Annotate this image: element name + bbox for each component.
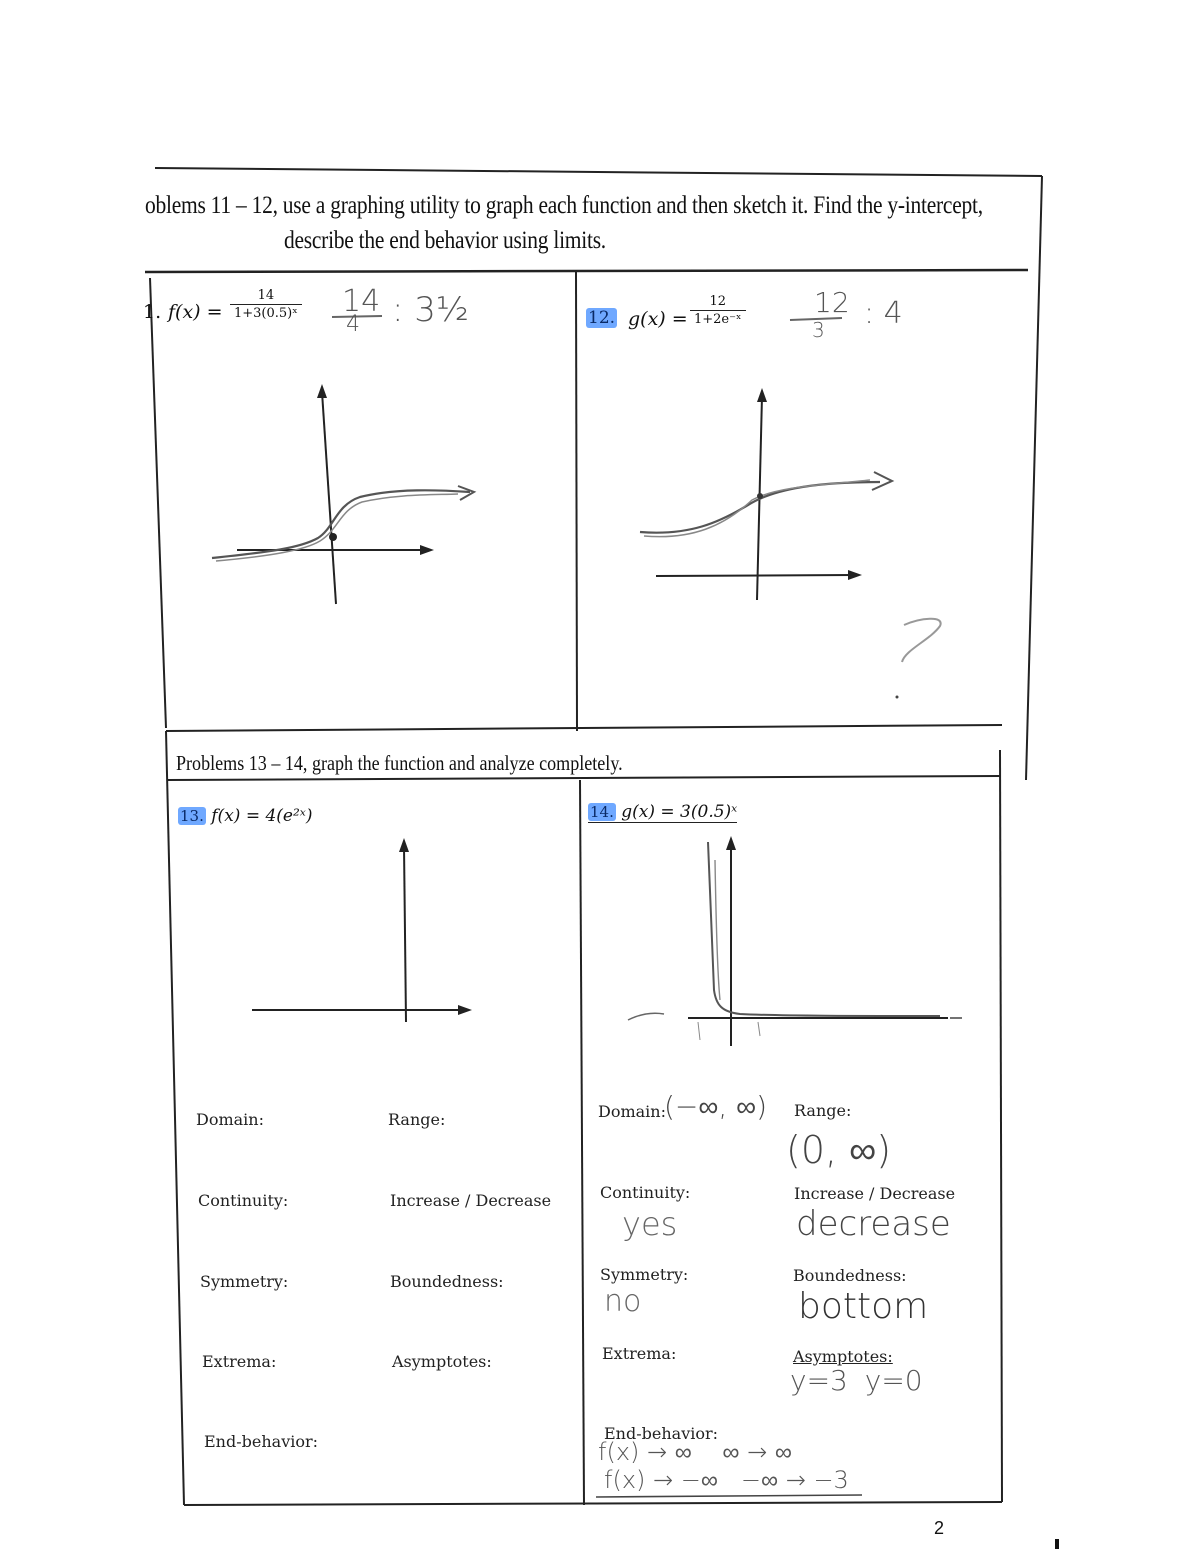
p13-range-label: Range: bbox=[388, 1110, 446, 1129]
p14-range-answer: (0, ∞) bbox=[786, 1128, 892, 1172]
p14-header bbox=[588, 802, 737, 823]
p14-domain-label: Domain: bbox=[598, 1102, 666, 1121]
p11-number: 1. bbox=[143, 301, 162, 323]
p14-range-label: Range: bbox=[794, 1101, 852, 1120]
p14-increase-decrease-answer: decrease bbox=[796, 1204, 951, 1244]
p11-lhs: f(x) = bbox=[168, 301, 223, 323]
p14-boundedness-answer: bottom bbox=[798, 1286, 929, 1327]
p12-number: 12. bbox=[588, 308, 616, 328]
p14-number: 14. bbox=[590, 803, 614, 821]
p12-denominator: 1+2e⁻ˣ bbox=[690, 310, 746, 327]
p14-end-behavior-label: End-behavior: bbox=[604, 1424, 719, 1443]
section2-instruction: Problems 13 – 14, graph the function and analyze completely. bbox=[176, 751, 623, 775]
p12-fraction bbox=[690, 294, 746, 327]
p14-formula: g(x) = 3(0.5)ˣ bbox=[621, 802, 738, 822]
p13-y-axis bbox=[404, 846, 406, 1022]
p12-handwritten-calc: 12 3 : 4 bbox=[812, 286, 903, 342]
p14-extrema-label: Extrema: bbox=[602, 1344, 677, 1363]
instruction-line-1: oblems 11 – 12, use a graphing utility to graph each function and then sketch it. Find the y-intercept, bbox=[145, 192, 983, 219]
p11-numerator: 14 bbox=[257, 288, 275, 303]
instruction-line-2: describe the end behavior using limits. bbox=[284, 227, 606, 254]
p13-formula: f(x) = 4(e²ˣ) bbox=[211, 806, 313, 826]
p13-extrema-label: Extrema: bbox=[202, 1352, 277, 1371]
p12-x-axis bbox=[656, 575, 854, 576]
p13-asymptotes-label: Asymptotes: bbox=[392, 1352, 492, 1371]
p12-numerator: 12 bbox=[709, 294, 727, 309]
page-number: 2 bbox=[934, 1518, 945, 1538]
p11-denominator: 1+3(0.5)ˣ bbox=[230, 304, 302, 321]
p13-domain-label: Domain: bbox=[196, 1110, 264, 1129]
p14-symmetry-label: Symmetry: bbox=[600, 1265, 689, 1284]
p14-symmetry-answer: no bbox=[604, 1284, 642, 1319]
p14-asymptotes-answer: y=3 y=0 bbox=[790, 1364, 923, 1397]
p14-end-behavior-answer-2: f(x) → −∞ −∞ → −3 bbox=[604, 1466, 849, 1494]
p13-increase-decrease-label: Increase / Decrease bbox=[390, 1191, 552, 1210]
p13-continuity-label: Continuity: bbox=[198, 1191, 289, 1210]
p14-domain-answer: (−∞, ∞) bbox=[664, 1090, 768, 1123]
p14-asymptotes-label: Asymptotes: bbox=[793, 1347, 893, 1366]
p13-header bbox=[178, 806, 312, 826]
p14-continuity-label: Continuity: bbox=[600, 1183, 691, 1202]
p13-symmetry-label: Symmetry: bbox=[200, 1272, 289, 1291]
p11-y-axis bbox=[322, 392, 336, 604]
p11-fraction bbox=[230, 288, 302, 321]
p14-end-behavior-answer-1: f(x) → ∞ ∞ → ∞ bbox=[598, 1438, 792, 1466]
p14-boundedness-label: Boundedness: bbox=[793, 1266, 907, 1285]
p14-increase-decrease-label: Increase / Decrease bbox=[794, 1184, 956, 1203]
p13-boundedness-label: Boundedness: bbox=[390, 1272, 504, 1291]
p11-handwritten-calc: 14 4 : 3½ bbox=[342, 284, 469, 337]
p13-number: 13. bbox=[180, 807, 204, 825]
p12-lhs: g(x) = bbox=[628, 308, 688, 330]
p14-continuity-answer: yes bbox=[622, 1205, 678, 1243]
p13-end-behavior-label: End-behavior: bbox=[204, 1432, 319, 1451]
